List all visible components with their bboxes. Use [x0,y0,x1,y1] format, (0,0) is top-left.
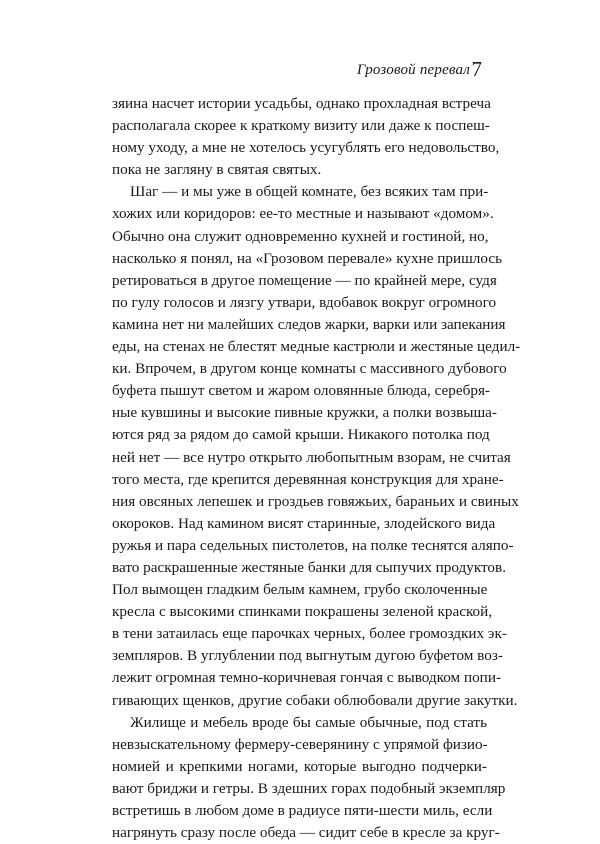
text-line: Пол вымощен гладким белым камнем, грубо сколоченные [112,581,488,599]
text-line: камина нет ни малейших следов жарки, варки или запекания [112,315,506,333]
text-line: ружья и пара седельных пистолетов, на полке теснятся аляпо- [112,536,514,554]
text-line: пока не загляну в святая святых. [112,161,322,179]
text-line: встретишь в любом доме в радиусе пяти-шести миль, если [112,802,493,819]
text-line: вают бриджи и гетры. В здешних горах подобный экземпляр [112,779,506,797]
running-head-title: Грозовой перевал [356,62,470,78]
text-line: по гулу голосов и лязгу утвари, вдобавок вокруг огромного [112,293,497,311]
text-line: Обычно она служит одновременно кухней и гостиной, но, [112,227,489,245]
text-line: нагрянуть сразу после обеда — сидит себе в кресле за круг- [112,824,500,842]
text-line: того места, где крепится деревянная конструкция для хране- [112,470,504,488]
text-line: ретироваться в другое помещение — по крайней мере, судя [112,271,497,289]
text-line: кресла с высокими спинками покрашены зеленой краской, [112,603,493,621]
text-line: хожих или коридоров: ее-то местные и называют «домом». [112,205,494,223]
text-line: вато раскрашенные жестяные банки для сыпучих продуктов. [112,558,506,576]
text-line: ния овсяных лепешек и гроздьев говяжьих, бараньих и свиных [112,492,519,510]
text-line: гивающих щенков, другие собаки облюбовали другие закутки. [112,691,518,709]
text-line: еды, на стенах не блестят медные кастрюли и жестяные цедил- [112,338,521,356]
text-line: ки. Впрочем, в другом конце комнаты с массивного дубового [112,360,507,378]
text-line: зяина насчет истории усадьбы, однако прохладная встреча [112,95,491,112]
text-line: в тени затаилась еще парочках черных, более громоздких эк- [112,625,507,643]
text-line: лежит огромная темно-коричневая гончая с выводком попи- [112,669,501,687]
text-line: Шаг — и мы уже в общей комнате, без всяких там при- [130,183,489,201]
page-number: 7 [471,57,482,81]
text-line: Жилище и мебель вроде бы самые обычные, под стать [130,713,487,731]
text-line: ются ряд за рядом до самой крыши. Никакого потолка под [112,426,490,444]
text-line: ней нет — все нутро открыто любопытным взорам, не считая [112,448,511,466]
body-text [112,93,521,844]
text-line: ному уходу, а мне не хотелось усугублять его недовольство, [112,139,500,157]
text-line: земпляров. В углублении под выгнутым дугою буфетом воз- [112,647,503,665]
text-line: ные кувшины и высокие пивные кружки, а полки возвыша- [112,404,497,422]
text-line: буфета пышут светом и жаром оловянные блюда, серебря- [112,382,490,400]
text-line: располагала скорее к краткому визиту или даже к поспеш- [112,117,490,135]
text-line: номией и крепкими ногами, которые выгодно подчерки- [112,757,487,775]
text-line: невзыскательному фермеру-северянину с упрямой физио- [112,735,488,753]
text-line: окороков. Над камином висят старинные, злодейского вида [112,514,496,532]
text-line: насколько я понял, на «Грозовом перевале» кухне пришлось [112,249,502,267]
